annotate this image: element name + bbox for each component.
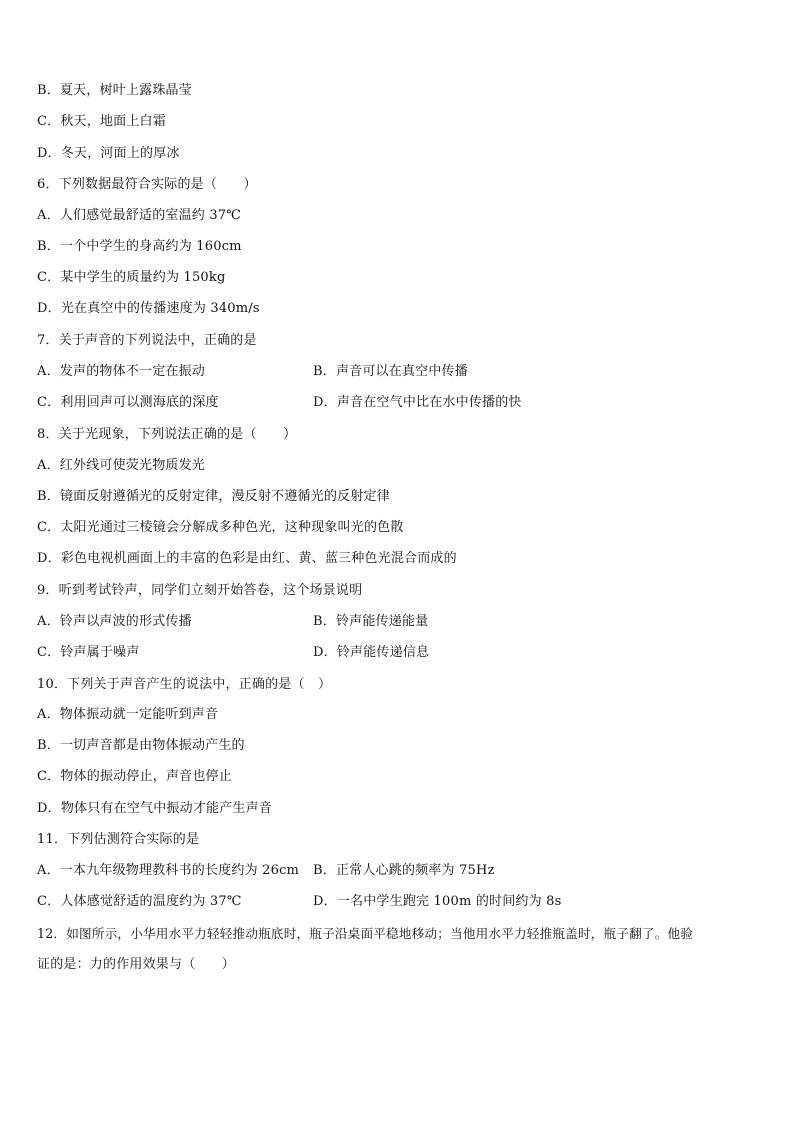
q8-stem: 8．关于光现象，下列说法正确的是（ ） [37, 427, 297, 442]
q9-option-b: B．铃声能传递能量 [313, 614, 429, 629]
q9-option-d: D．铃声能传递信息 [313, 645, 430, 660]
q8-option-a: A．红外线可使荧光物质发光 [37, 458, 205, 473]
q9-option-c: C．铃声属于噪声 [37, 645, 140, 660]
q7-option-a: A．发声的物体不一定在振动 [37, 364, 205, 379]
q10-option-d: D．物体只有在空气中振动才能产生声音 [37, 801, 273, 816]
q8-option-d: D．彩色电视机画面上的丰富的色彩是由红、黄、蓝三种色光混合而成的 [37, 551, 457, 566]
q7-option-b: B．声音可以在真空中传播 [313, 364, 468, 379]
q5-option-d: D．冬天，河面上的厚冰 [37, 146, 180, 161]
q9-option-a: A．铃声以声波的形式传播 [37, 614, 192, 629]
q5-option-b: B．夏天，树叶上露珠晶莹 [37, 83, 192, 98]
q11-option-a: A．一本九年级物理教科书的长度约为 26cm [37, 863, 300, 878]
q10-option-a: A．物体振动就一定能听到声音 [37, 707, 219, 722]
q6-option-c: C．某中学生的质量约为 150kg [37, 270, 226, 285]
q11-option-d: D．一名中学生跑完 100m 的时间约为 8s [313, 894, 562, 909]
q6-option-b: B．一个中学生的身高约为 160cm [37, 239, 242, 254]
q5-option-c: C．秋天，地面上白霜 [37, 114, 166, 129]
q11-option-b: B．正常人心跳的频率为 75Hz [313, 863, 495, 878]
q12-stem-line-2: 证的是：力的作用效果与（ ） [37, 957, 236, 972]
q12-stem-line-1: 12．如图所示，小华用水平力轻轻推动瓶底时，瓶子沿桌面平稳地移动；当他用水平力轻推瓶盖时，瓶子翻了。他验 [37, 926, 694, 941]
q11-option-c: C．人体感觉舒适的温度约为 37℃ [37, 894, 242, 909]
q11-stem: 11．下列估测符合实际的是 [37, 832, 200, 847]
q8-option-c: C．太阳光通过三棱镜会分解成多种色光，这种现象叫光的色散 [37, 520, 404, 535]
q10-stem: 10．下列关于声音产生的说法中，正确的是（ ） [37, 677, 332, 692]
q8-option-b: B．镜面反射遵循光的反射定律，漫反射不遵循光的反射定律 [37, 489, 390, 504]
q10-option-b: B．一切声音都是由物体振动产生的 [37, 738, 245, 753]
q6-option-a: A．人们感觉最舒适的室温约 37℃ [37, 208, 242, 223]
q7-option-d: D．声音在空气中比在水中传播的快 [313, 395, 522, 410]
q10-option-c: C．物体的振动停止，声音也停止 [37, 769, 232, 784]
q6-stem: 6．下列数据最符合实际的是（ ） [37, 177, 257, 192]
q6-option-d: D．光在真空中的传播速度为 340m/s [37, 301, 260, 316]
q7-stem: 7．关于声音的下列说法中，正确的是 [37, 333, 257, 348]
q7-option-c: C．利用回声可以测海底的深度 [37, 395, 219, 410]
q9-stem: 9．听到考试铃声，同学们立刻开始答卷，这个场景说明 [37, 583, 363, 598]
